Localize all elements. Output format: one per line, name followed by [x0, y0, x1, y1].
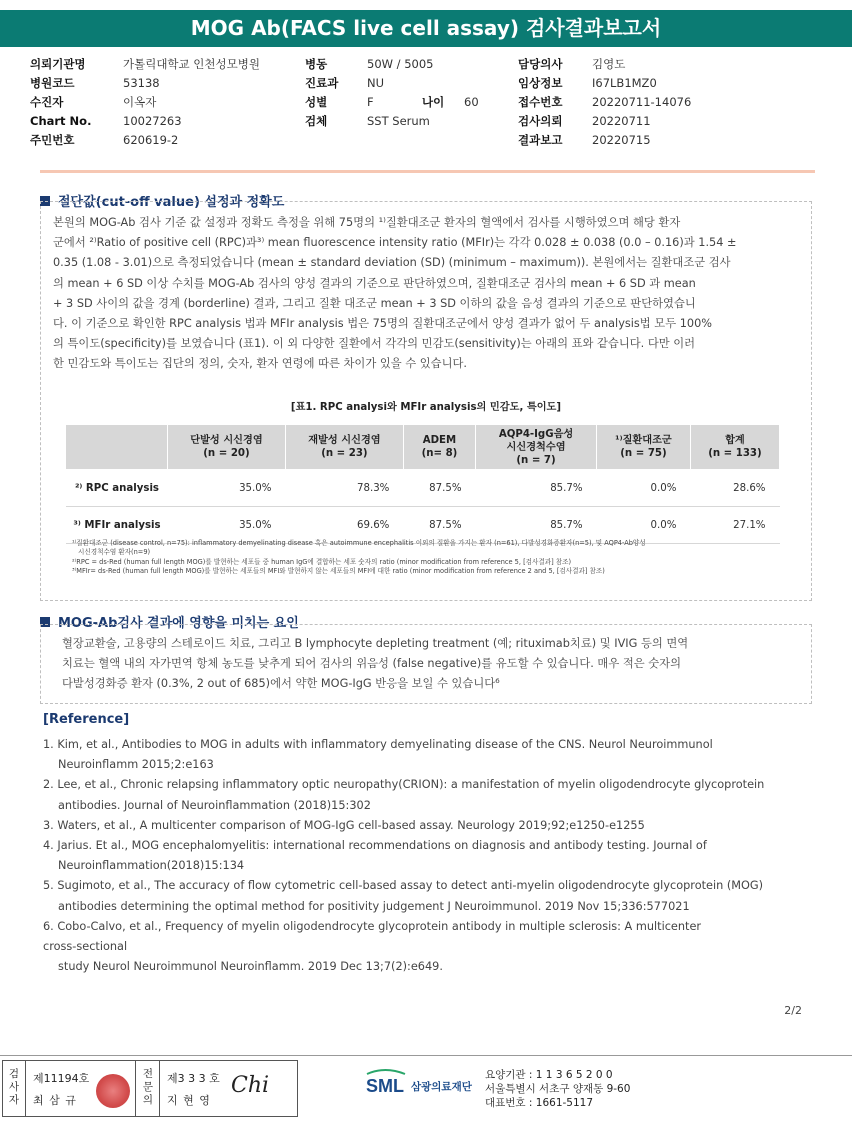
vertical-label-char: 전 — [142, 1068, 154, 1080]
table-cell: 78.3% — [285, 470, 403, 507]
info-value: 20220715 — [592, 133, 651, 147]
sml-logo-icon — [365, 1068, 483, 1098]
vertical-label-char: 사 — [8, 1081, 20, 1093]
info-label: 병동 — [305, 57, 328, 71]
table-row — [66, 470, 780, 507]
info-row — [305, 112, 479, 131]
info-label: 주민번호 — [30, 133, 75, 147]
reference-line: study Neurol Neuroimmunol Neuroinflamm. 2019 Dec 13;7(2):e649. — [58, 960, 443, 974]
org-name: 삼광의료재단 — [411, 1081, 472, 1093]
info-column-2 — [305, 55, 479, 131]
info-column-3 — [518, 55, 691, 150]
reference-line: 2. Lee, et al., Chronic relapsing inflammatory optic neuropathy(CRION): a manifestation of myelin oligodendrocyte glycoprotein — [43, 778, 765, 792]
info-row — [518, 93, 691, 112]
reference-line: antibodies. Journal of Neuroinflammation (2018)15:302 — [58, 798, 371, 812]
info-row — [305, 74, 479, 93]
footnote-line: 시신경척수염 환자(n=9) — [78, 548, 151, 557]
paragraph-line: 의 특이도(specificity)를 보였습니다 (표1). 이 외 다양한 질환에서 각각의 민감도(sensitivity)는 아래의 표와 같습니다. 다만 이러 — [53, 337, 696, 351]
reference-line: 6. Cobo-Calvo, et al., Frequency of myelin oligodendrocyte glycoprotein antibody in multiple sclerosis: A multicenter — [43, 919, 702, 933]
paragraph-line: 치료는 혈액 내의 자가면역 항체 농도를 낮추게 되어 검사의 위음성 (false negative)를 유도할 수 있습니다. 매우 적은 숫자의 — [62, 657, 681, 671]
table-header-cell: AQP4-IgG음성 시신경척수염 (n = 7) — [476, 425, 597, 470]
info-label: 진료과 — [305, 76, 339, 90]
vertical-label-char: 의 — [142, 1094, 154, 1106]
info-value: SST Serum — [367, 114, 430, 128]
table-caption: [표1. RPC analysi와 MFIr analysis의 민감도, 특이도] — [290, 402, 562, 413]
info-label: 검체 — [305, 114, 328, 128]
logo-text: SML — [366, 1076, 404, 1096]
page-number: 2/2 — [784, 1004, 802, 1017]
examiner-label — [6, 1068, 22, 1107]
info-row — [518, 55, 691, 74]
examiner-license: 제11194호 — [33, 1072, 90, 1085]
table-cell: 0.0% — [597, 507, 691, 544]
age-label: 나이 — [422, 95, 445, 109]
section-cutoff-title-text: 절단값(cut-off value) 설정과 정확도 — [58, 195, 285, 210]
reference-line: 4. Jarius. Et al., MOG encephalomyelitis: international recommendations on diagnosis and antibody testing. Journal of — [43, 839, 707, 853]
address-line: 서울특별시 서초구 양재동 9-60 — [485, 1083, 631, 1095]
paragraph-line: 다발성경화증 환자 (0.3%, 2 out of 685)에서 약한 MOG-IgG 반응을 보일 수 있습니다⁶ — [62, 677, 500, 691]
info-row — [518, 131, 691, 150]
reference-line: 1. Kim, et al., Antibodies to MOG in adults with inflammatory demyelinating disease of the CNS. Neurol Neuroimmunol — [43, 738, 713, 751]
reference-line: cross-sectional — [43, 940, 128, 954]
info-label: 의뢰기관명 — [30, 57, 86, 71]
examiner-name: 최 삼 규 — [33, 1094, 77, 1107]
table-footnotes — [72, 539, 792, 576]
table-cell: 87.5% — [403, 507, 475, 544]
paragraph-line: 0.35 (1.08 - 3.01)으로 측정되었습니다 (mean ± standard deviation (SD) (minimum – maximum)). 본원에서는 질환대조군 검사 — [53, 256, 731, 270]
table-cell: 85.7% — [476, 470, 597, 507]
signature-image: Chi — [231, 1073, 270, 1098]
section-cutoff-paragraph — [53, 213, 813, 375]
info-label: 접수번호 — [518, 95, 563, 109]
info-label: 담당의사 — [518, 57, 563, 71]
paragraph-line: 본원의 MOG-Ab 검사 기준 값 설정과 정확도 측정을 위해 75명의 ¹⁾질환대조군 환자의 혈액에서 검사를 시행하였으며 해당 환자 — [53, 216, 681, 229]
sml-logo — [365, 1068, 483, 1102]
info-value: NU — [367, 76, 385, 90]
info-row — [30, 112, 260, 131]
info-row — [30, 74, 260, 93]
info-row — [305, 55, 479, 74]
reference-line: 5. Sugimoto, et al., The accuracy of flow cytometric cell-based assay to detect anti-myelin oligodendrocyte glycoprotein (MOG) — [43, 879, 764, 893]
reference-line: 3. Waters, et al., A multicenter comparison of MOG-IgG cell-based assay. Neurology 2019;92;e1250-e1255 — [43, 818, 645, 832]
info-row — [30, 93, 260, 112]
seal-stamp-icon — [96, 1074, 130, 1108]
address-line: 요양기관 : 1 1 3 6 5 2 0 0 — [485, 1069, 613, 1081]
table-row — [66, 507, 780, 544]
vertical-label-char: 문 — [142, 1081, 154, 1093]
info-label: 검사의뢰 — [518, 114, 563, 128]
institution-address — [485, 1068, 630, 1110]
info-value: 가톨릭대학교 인천성모병원 — [123, 57, 260, 71]
table-cell: 0.0% — [597, 470, 691, 507]
reference-list — [43, 735, 823, 977]
table-cell: 85.7% — [476, 507, 597, 544]
paragraph-line: 혈장교환술, 고용량의 스테로이드 치료, 그리고 B lymphocyte depleting treatment (예; rituximab치료) 및 IVIG 등의 면역 — [62, 637, 689, 650]
footnote-line: ³⁾MFIr= ds-Red (human full length MOG)를 발현하는 세포들의 MFI와 발현하지 않는 세포들의 MFI에 대한 ratio (minor modification from reference 2 and 5, [검사결과] 참조) — [72, 566, 605, 575]
vertical-label-char: 검 — [8, 1068, 20, 1080]
info-label: 결과보고 — [518, 133, 563, 147]
info-value: 20220711 — [592, 114, 651, 128]
info-label: 임상정보 — [518, 76, 563, 90]
header-divider — [40, 170, 815, 173]
info-value: I67LB1MZ0 — [592, 76, 657, 90]
table-header-cell: ¹⁾질환대조군 (n = 75) — [597, 425, 691, 470]
address-line: 대표번호 : 1661-5117 — [485, 1097, 594, 1109]
info-value: 김영도 — [592, 57, 626, 71]
paragraph-line: 군에서 ²⁾Ratio of positive cell (RPC)과³⁾ mean fluorescence intensity ratio (MFIr)는 각각 0.028 ± 0.038 (0.0 – 0.16)과 1.54 ± — [53, 236, 737, 250]
table-header-cell: 합계 (n = 133) — [690, 425, 779, 470]
info-value: 53138 — [123, 76, 160, 90]
info-column-1 — [30, 55, 260, 150]
table-row-label: ²⁾ RPC analysis — [66, 470, 168, 507]
info-value: 50W / 5005 — [367, 57, 434, 71]
specialist-label — [140, 1068, 156, 1107]
paragraph-line: 의 mean + 6 SD 이상 수치를 MOG-Ab 검사의 양성 결과의 기준으로 판단하였으며, 질환대조군 검사의 mean + 6 SD 과 mean — [53, 276, 696, 290]
info-row — [30, 131, 260, 150]
table-header-cell: 단발성 시신경염 (n = 20) — [168, 425, 286, 470]
info-row — [305, 93, 479, 112]
table-cell: 27.1% — [690, 507, 779, 544]
paragraph-line: 다. 이 기준으로 확인한 RPC analysis 법과 MFIr analysis 법은 75명의 질환대조군에서 양성 결과가 없어 두 analysis법 모두 100% — [53, 317, 713, 331]
paragraph-line: 한 민감도와 특이도는 집단의 정의, 숫자, 환자 연령에 따른 차이가 있을 수 있습니다. — [53, 357, 467, 371]
section-factors-paragraph — [62, 634, 807, 695]
info-label: 성별 — [305, 95, 328, 109]
info-value: F — [367, 95, 374, 109]
report-title: MOG Ab(FACS live cell assay) 검사결과보고서 — [0, 10, 852, 47]
table-row-label: ³⁾ MFIr analysis — [66, 507, 168, 544]
table-header-row — [66, 425, 780, 470]
table-cell: 28.6% — [690, 470, 779, 507]
info-row — [30, 55, 260, 74]
sensitivity-table — [65, 424, 780, 544]
table-header-cell: ADEM (n= 8) — [403, 425, 475, 470]
reference-line: antibodies determining the optimal method for positivity judgement J Neuroimmunol. 2019 Nov 15;336:577021 — [58, 899, 690, 913]
reference-line: Neuroinflamm 2015;2:e163 — [58, 758, 214, 772]
specialist-license: 제3 3 3 호 — [167, 1072, 220, 1085]
info-value: 이옥자 — [123, 95, 157, 109]
table-header-cell: 재발성 시신경염 (n = 23) — [285, 425, 403, 470]
reference-line: Neuroinflammation(2018)15:134 — [58, 859, 245, 873]
info-label: Chart No. — [30, 114, 92, 128]
info-value: 620619-2 — [123, 133, 179, 147]
info-value: 10027263 — [123, 114, 182, 128]
info-value: 20220711-14076 — [592, 95, 692, 109]
info-row — [518, 74, 691, 93]
reference-title: [Reference] — [43, 712, 130, 727]
table-corner-cell — [66, 425, 168, 470]
age-value: 60 — [464, 95, 479, 109]
info-label: 수진자 — [30, 95, 64, 109]
paragraph-line: + 3 SD 사이의 값을 경계 (borderline) 결과, 그리고 질환 대조군 mean + 3 SD 이하의 값을 음성 결과의 기준으로 판단하였습니 — [53, 296, 696, 310]
signature-box — [2, 1060, 298, 1117]
footnote-line: ²⁾RPC = ds-Red (human full length MOG)를 발현하는 세포들 중 human IgG에 결합하는 세포 숫자의 ratio (minor modification from reference 5, [검사결과] 참조) — [72, 557, 572, 566]
info-label: 병원코드 — [30, 76, 75, 90]
table-cell: 35.0% — [168, 470, 286, 507]
vertical-label-char: 자 — [8, 1094, 20, 1106]
specialist-name: 지 현 영 — [167, 1094, 211, 1107]
table-cell: 35.0% — [168, 507, 286, 544]
footnote-line: ¹⁾질환대조군 (disease control, n=75): inflammatory demyelinating disease 혹은 autoimmune encephalitis 이외의 질환을 가지는 환자 (n=61), 다발성경화증환자(n=5), 및 AQP4-Ab양성 — [72, 539, 646, 547]
info-row — [518, 112, 691, 131]
section-factors-title-text: MOG-Ab검사 결과에 영향을 미치는 요인 — [58, 616, 299, 631]
table-cell: 69.6% — [285, 507, 403, 544]
table-cell: 87.5% — [403, 470, 475, 507]
